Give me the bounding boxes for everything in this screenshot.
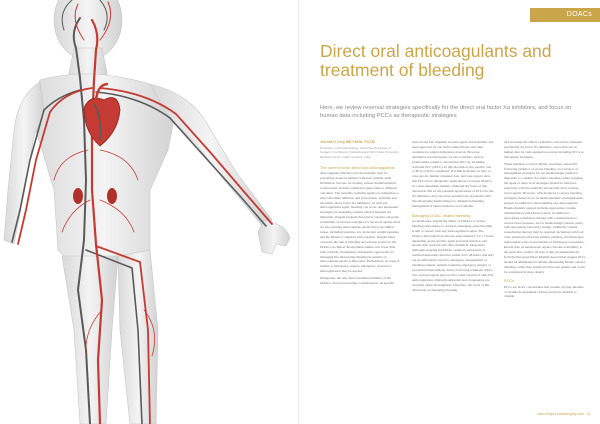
body-paragraph: anticoagulants (DOACs) are increasingly used for preventing stroke in patients with non-valvular atrial fibrillation, but also for treating venous thromboembolic events based on their noninferior approaches to different outcomes. The currently available agents are dabigatran, a direct thrombin inhibitor, and rivaroxaban, apixaban and edoxaban, direct factor Xa inhibitors. As with any anticoagulation agent, bleeding can occur, and therapeutic strategies for managing patients when it happens are important. Despite frequent theoretical concerns about the availability of reversal strategies for the novel agents, there are also existing anticoagulant agents that pose similar issues, including heparins, low molecular weight heparins, and the DOACs compared with warfarin. Despite these concerns, the risk of bleeding and adverse events for the DOACs in clinical development studies was lower than with warfarin. Nonetheless, therapeutic approaches for managing life-threatening bleeding in patients on anticoagulant agents is important. Furthermore, in cases of trauma or emergency surgery, emergency reversal of anticoagulation may be needed. bbox=[320, 171, 401, 274]
body-paragraph: PCCs are factor concentrates that contain varying amounts of vitamin K-dependent clotting factors in addition to vitamin bbox=[504, 284, 584, 299]
body-paragraph: As mentioned, despite the ability of DOACs to reduce bleeding risk relative to warfarin, managing acute bleeding is still a concern with any anticoagulation agent. The DOACs have half-lives that are approximately 5 to 17 hours depending on the specific agent and renal function, and shorter than warfarin and other vitamin K antagonists. Although stopping the DOAC results in restoration of normal haemostatic function within 24 to 48 hours, this may not be sufficiently rapid for emergency management of bleeding patients, patients requiring emergency surgery or procedural interventions, and/or following traumatic injury. Two reversal agents approved for rapid reversal of anti-FXa anticoagulation, although andexanet and ciraparantag are currently under investigation. Therefore, the focus of this discussion on managing bleeding bbox=[412, 218, 494, 292]
body-column-3 bbox=[504, 140, 586, 408]
body-column-1 bbox=[320, 140, 402, 408]
body-column-2 bbox=[412, 140, 494, 408]
body-paragraph: and reversing the effects of DOACs will review strategies specifically for factor Xa inhibitors, and will focus on human data for anticoagulation reversal including PCCs as therapeutic strategies. bbox=[504, 140, 584, 159]
body-paragraph: When bleeding occurs in DOAC treatment, especially following evidence of severe bleeding, an overview of management strategies for our haemorrhagic patient is important to consider. For minor bleeding, either stopping the agent or other local strategies should be followed, especially with the relatively shorter half-lives of these novel agents. However, with moderate to severe bleeding, strategies should focus on haemodynamic and haemostatic support in addition to discontinuing any anticoagulant. Haemodynamic support includes appropriate volume administration with fluid products, in addition to appropriate transfusion therapy with considerations to restore blood pressure. As for haemorrhagic patient, along with appropriate laboratory testing, additional volume resuscitation therapy may be required, including red blood cells, plasma (both frozen plasma, plasma), and fibrinogen replacement with cryoprecipitate or fibrinogen concentrate. Recent data on haemostatic agents cites the availability to the particular country. Of note is that recommendations from the European Heart Rhythm Association suggest PCCs should be administered with life-threatening DOAC-related bleeding, rather than plasma (both frozen plasma and could be considered in more detail). bbox=[504, 161, 586, 274]
section-heading: PCCs bbox=[504, 278, 515, 284]
article-lead: Here, we review reversal strategies specifically for the direct oral factor Xa inhibitors, and focus on human data including PCCs as therapeutic strategies bbox=[320, 105, 572, 119]
article-title: Direct oral anticoagulants and treatment of bleeding bbox=[320, 41, 552, 80]
section-heading: Managing DOAC-related bleeding bbox=[412, 212, 471, 218]
section-tag: DOACs bbox=[530, 8, 600, 22]
article-body bbox=[320, 140, 590, 408]
author-name: Jerrold H Levy MD FAHA, FCCM bbox=[320, 140, 375, 144]
section-heading: The current novel direct oral anticoagulants bbox=[320, 164, 395, 170]
author-affiliation: Professor of Anesthesiology; Associate Professor of Surgery; Co-Director Cardiothoracic ICU; Duke University Medical Center; North Carolina, USA bbox=[320, 146, 399, 159]
right-page bbox=[300, 0, 600, 424]
footer-url: www.thejournalofsurgery.com bbox=[537, 412, 584, 416]
page-number: 13 bbox=[586, 412, 590, 416]
body-paragraph: monoclonal Fab fragment reversal agent, idarucizumab, has been approved for use in the United States and other countries for urgent dabigatran reversal. However, alternative reversal agents are also available, such as prothrombin complex concentrates (PCCs), including activated PCC (aPCC). In this discussion, the specific role of PCCs will be considered. Preclinical studies, in vitro or case reports, human volunteer data, and case reports show that PCCs have therapeutic applications to reverse DOACs in a dose-dependent manner. Although the focus of this discussion will be the potential applications of PCCs for the Xa inhibitors, they also have potential use in patients with life-threatening haemorrhage for dabigatran bleeding management if idarucizumab is not available. bbox=[412, 140, 494, 208]
body-paragraph: Dabigatran, the only direct thrombin inhibitor of the DOACs, has several unique considerations. At specific bbox=[320, 276, 395, 286]
